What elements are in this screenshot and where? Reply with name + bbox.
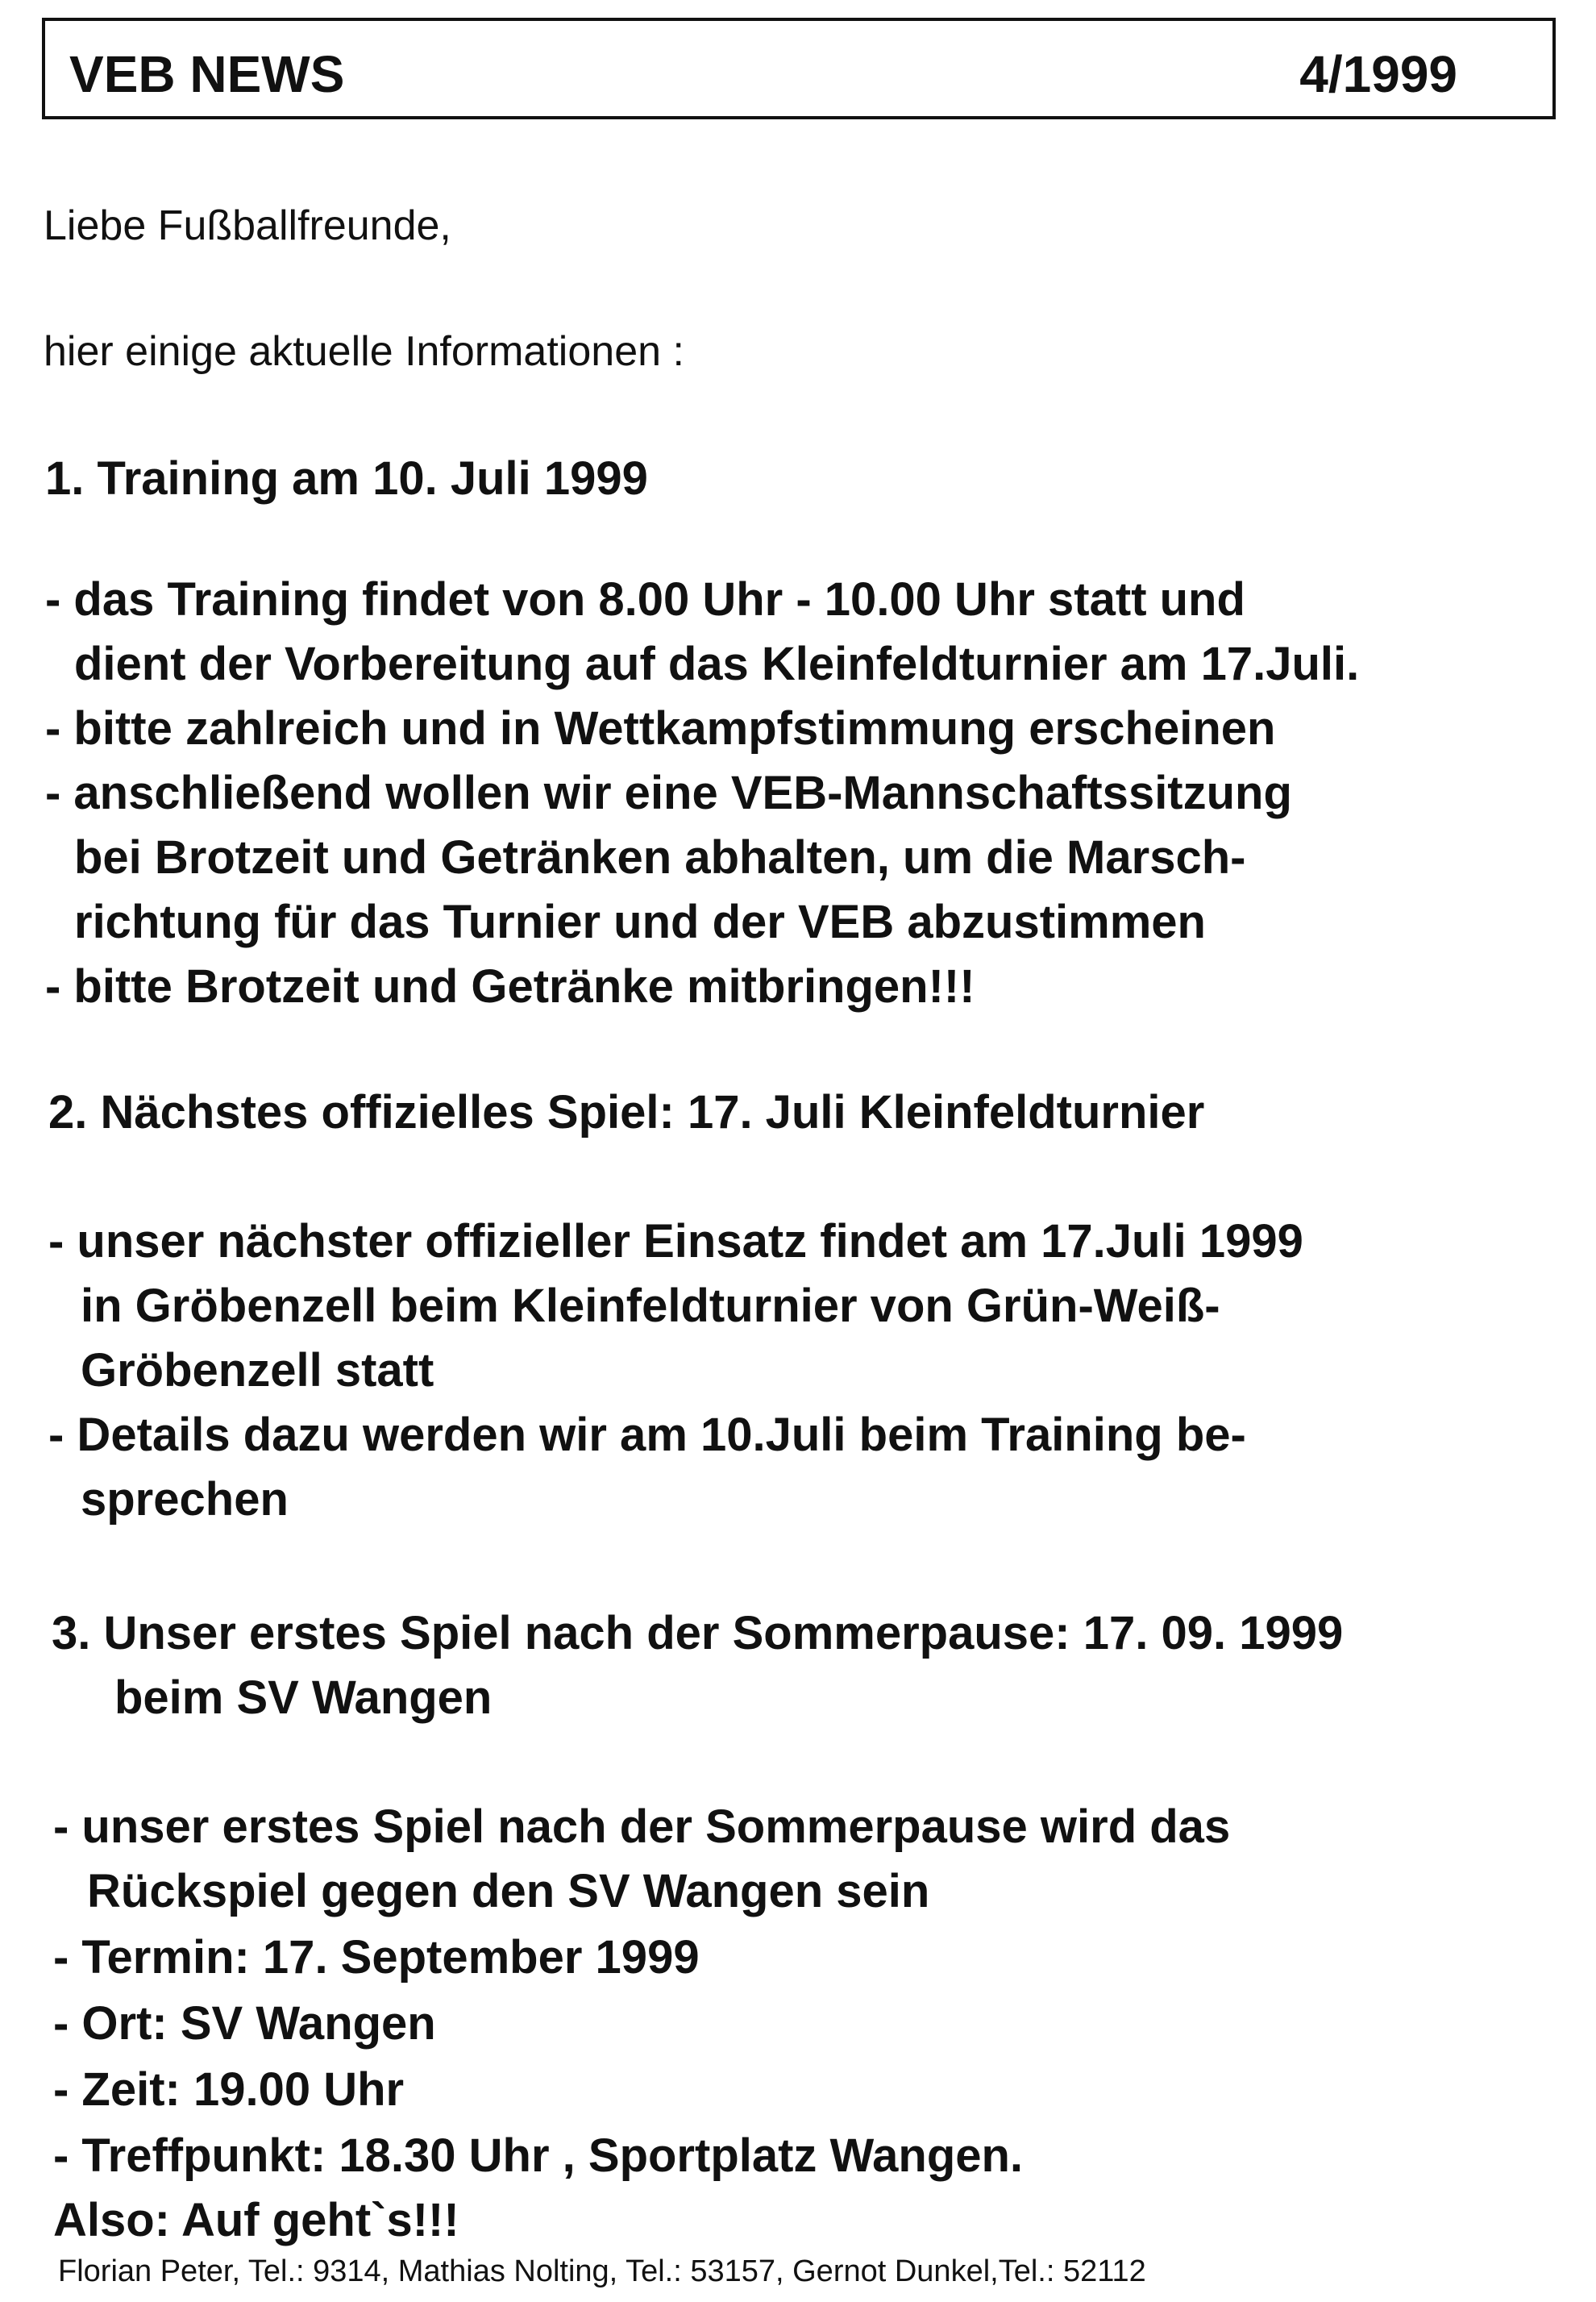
intro-text: hier einige aktuelle Informationen : (44, 328, 684, 375)
newsletter-title: VEB NEWS (69, 45, 345, 103)
section-3-line-2: Rückspiel gegen den SV Wangen sein (87, 1865, 930, 1917)
section-3-line-1: - unser erstes Spiel nach der Sommerpause wird das (53, 1800, 1231, 1853)
closing-line: Also: Auf geht`s!!! (53, 2194, 459, 2246)
section-1-line-4: - anschließend wollen wir eine VEB-Mannschaftssitzung (45, 767, 1292, 819)
newsletter-header-box (42, 18, 1556, 119)
greeting: Liebe Fußballfreunde, (44, 202, 451, 249)
section-2-line-1: - unser nächster offizieller Einsatz findet am 17.Juli 1999 (48, 1215, 1303, 1268)
section-3-title-line-1: 3. Unser erstes Spiel nach der Sommerpause: 17. 09. 1999 (52, 1607, 1344, 1659)
section-3-line-5: - Zeit: 19.00 Uhr (53, 2063, 405, 2116)
section-3-title-line-2: beim SV Wangen (114, 1671, 493, 1724)
section-2-title: 2. Nächstes offizielles Spiel: 17. Juli Kleinfeldturnier (48, 1086, 1205, 1139)
section-1-line-5: bei Brotzeit und Getränken abhalten, um die Marsch- (74, 831, 1246, 884)
section-1-title: 1. Training am 10. Juli 1999 (45, 452, 648, 505)
section-2-line-2: in Gröbenzell beim Kleinfeldturnier von Grün-Weiß- (81, 1280, 1220, 1332)
section-1-line-3: - bitte zahlreich und in Wettkampfstimmung erscheinen (45, 702, 1276, 755)
section-1-line-2: dient der Vorbereitung auf das Kleinfeldturnier am 17.Juli. (74, 638, 1360, 690)
contact-footer: Florian Peter, Tel.: 9314, Mathias Nolting, Tel.: 53157, Gernot Dunkel,Tel.: 52112 (58, 2254, 1146, 2288)
section-1-line-1: - das Training findet von 8.00 Uhr - 10.00 Uhr statt und (45, 573, 1245, 626)
section-2-line-3: Gröbenzell statt (81, 1344, 434, 1397)
section-1-line-6: richtung für das Turnier und der VEB abzustimmen (74, 896, 1206, 948)
section-1-line-7: - bitte Brotzeit und Getränke mitbringen!!! (45, 960, 975, 1013)
section-2-line-5: sprechen (81, 1473, 289, 1526)
issue-number: 4/1999 (1299, 45, 1457, 103)
section-2-line-4: - Details dazu werden wir am 10.Juli beim Training be- (48, 1409, 1246, 1461)
section-3-line-4: - Ort: SV Wangen (53, 1997, 436, 2050)
section-3-line-6: - Treffpunkt: 18.30 Uhr , Sportplatz Wangen. (53, 2129, 1024, 2182)
section-3-line-3: - Termin: 17. September 1999 (53, 1931, 700, 1984)
